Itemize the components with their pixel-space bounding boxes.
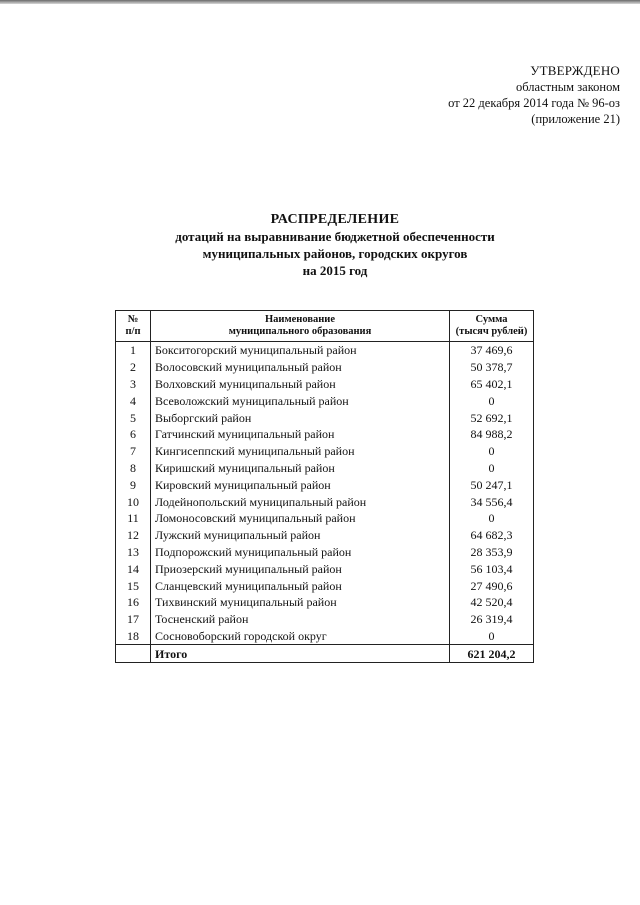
- header-num-line: п/п: [125, 326, 141, 337]
- table-row: [116, 359, 534, 376]
- row-sum: 0: [450, 392, 534, 409]
- row-sum: 26 319,4: [450, 611, 534, 628]
- table-row: [116, 443, 534, 460]
- row-name: Тихвинский муниципальный район: [151, 594, 450, 611]
- row-name: Всеволожский муниципальный район: [151, 392, 450, 409]
- row-sum: 52 692,1: [450, 409, 534, 426]
- table-row: [116, 560, 534, 577]
- total-row: [116, 645, 534, 663]
- row-name: Кингисеппский муниципальный район: [151, 443, 450, 460]
- header-sum-line: (тысяч рублей): [455, 326, 528, 337]
- row-name: Выборгский район: [151, 409, 450, 426]
- table-row: [116, 460, 534, 477]
- document-title: [100, 211, 570, 279]
- header-name-line: Наименование: [265, 314, 335, 325]
- row-num: 5: [116, 409, 151, 426]
- total-label: Итого: [151, 645, 450, 663]
- row-num: 9: [116, 476, 151, 493]
- row-num: 11: [116, 510, 151, 527]
- row-name: Сланцевский муниципальный район: [151, 577, 450, 594]
- row-num: 2: [116, 359, 151, 376]
- approval-line: (приложение 21): [531, 112, 620, 126]
- distribution-table: [115, 310, 534, 663]
- table-row: [116, 493, 534, 510]
- table-row: [116, 510, 534, 527]
- row-name: Бокситогорский муниципальный район: [151, 342, 450, 359]
- row-sum: 64 682,3: [450, 527, 534, 544]
- row-name: Приозерский муниципальный район: [151, 560, 450, 577]
- header-name: [151, 311, 450, 342]
- approval-line: областным законом: [515, 80, 620, 94]
- table-row: [116, 611, 534, 628]
- title-line: РАСПРЕДЕЛЕНИЕ: [270, 212, 400, 227]
- table-row: [116, 392, 534, 409]
- row-num: 12: [116, 527, 151, 544]
- row-num: 7: [116, 443, 151, 460]
- header-num-line: №: [127, 314, 139, 325]
- row-num: 1: [116, 342, 151, 359]
- row-name: Кировский муниципальный район: [151, 476, 450, 493]
- table-header-row: [116, 311, 534, 342]
- row-name: Лужский муниципальный район: [151, 527, 450, 544]
- row-num: 6: [116, 426, 151, 443]
- row-num: 13: [116, 544, 151, 561]
- row-sum: 0: [450, 443, 534, 460]
- row-sum: 56 103,4: [450, 560, 534, 577]
- row-num: 8: [116, 460, 151, 477]
- row-name: Волосовский муниципальный район: [151, 359, 450, 376]
- table-row: [116, 409, 534, 426]
- row-num: 15: [116, 577, 151, 594]
- row-sum: 0: [450, 510, 534, 527]
- header-sum: [450, 311, 534, 342]
- row-sum: 50 378,7: [450, 359, 534, 376]
- approval-line: УТВЕРЖДЕНО: [530, 63, 620, 78]
- row-sum: 0: [450, 460, 534, 477]
- total-num: [116, 645, 151, 663]
- row-num: 14: [116, 560, 151, 577]
- row-name: Лодейнопольский муниципальный район: [151, 493, 450, 510]
- header-name-line: муниципального образования: [228, 326, 372, 337]
- approval-line: от 22 декабря 2014 года № 96-оз: [448, 96, 620, 110]
- row-name: Тосненский район: [151, 611, 450, 628]
- title-line: на 2015 год: [302, 263, 368, 278]
- row-num: 3: [116, 376, 151, 393]
- row-name: Ломоносовский муниципальный район: [151, 510, 450, 527]
- title-line: муниципальных районов, городских округов: [202, 246, 468, 261]
- row-sum: 50 247,1: [450, 476, 534, 493]
- table-row: [116, 426, 534, 443]
- row-sum: 34 556,4: [450, 493, 534, 510]
- header-num: [116, 311, 151, 342]
- row-num: 4: [116, 392, 151, 409]
- row-num: 17: [116, 611, 151, 628]
- row-num: 18: [116, 628, 151, 645]
- row-sum: 28 353,9: [450, 544, 534, 561]
- approval-stamp: [400, 63, 620, 127]
- title-line: дотаций на выравнивание бюджетной обеспеченности: [175, 229, 495, 244]
- row-name: Подпорожский муниципальный район: [151, 544, 450, 561]
- row-name: Сосновоборский городской округ: [151, 628, 450, 645]
- header-sum-line: Сумма: [475, 314, 508, 325]
- table-row: [116, 544, 534, 561]
- table-row: [116, 628, 534, 645]
- total-sum: 621 204,2: [450, 645, 534, 663]
- row-num: 16: [116, 594, 151, 611]
- row-name: Киришский муниципальный район: [151, 460, 450, 477]
- row-name: Гатчинский муниципальный район: [151, 426, 450, 443]
- row-name: Волховский муниципальный район: [151, 376, 450, 393]
- row-sum: 65 402,1: [450, 376, 534, 393]
- table-row: [116, 376, 534, 393]
- row-sum: 42 520,4: [450, 594, 534, 611]
- table-row: [116, 342, 534, 359]
- row-num: 10: [116, 493, 151, 510]
- row-sum: 27 490,6: [450, 577, 534, 594]
- row-sum: 84 988,2: [450, 426, 534, 443]
- table-body: [116, 342, 534, 663]
- table-row: [116, 527, 534, 544]
- table-row: [116, 476, 534, 493]
- table-row: [116, 594, 534, 611]
- row-sum: 37 469,6: [450, 342, 534, 359]
- scan-edge: [0, 0, 640, 4]
- row-sum: 0: [450, 628, 534, 645]
- table-row: [116, 577, 534, 594]
